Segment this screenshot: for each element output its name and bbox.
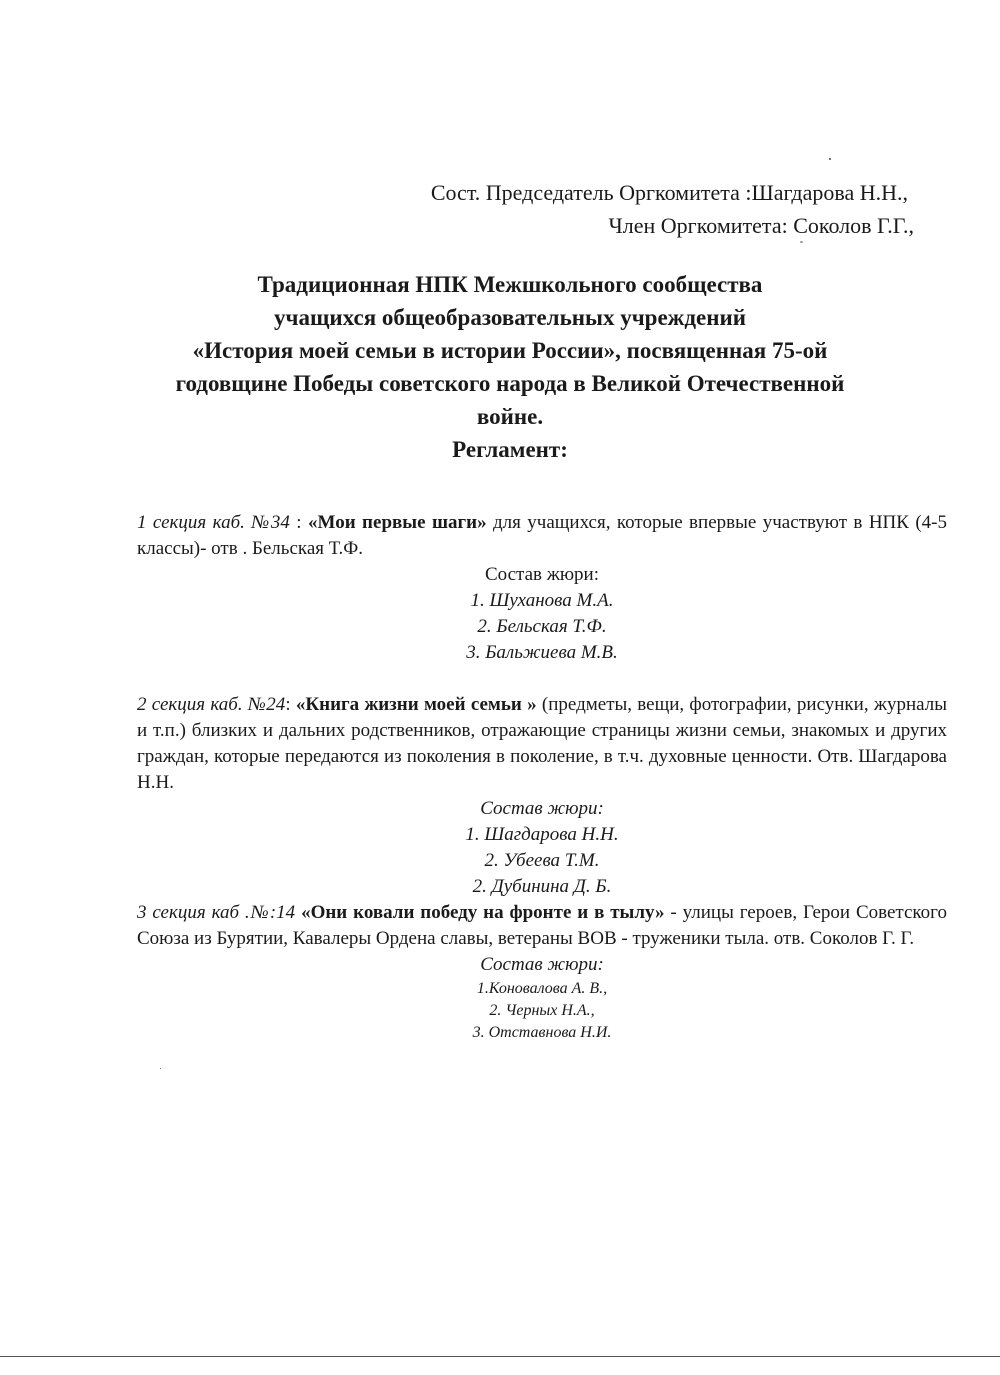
- section-1-description: для учащихся, которые впервые участвуют в НПК (4-5 классы)- отв . Бельская Т.Ф.: [137, 512, 947, 559]
- section-2-description: (предметы, вещи, фотографии, рисунки, журналы и т.п.) близких и дальних родственников, отражающие страницы жизни семьи, знакомых и других граждан, которые передаются из поколения в поколение, в т.ч. духовные ценности. Отв. Шагдарова Н.Н.: [137, 694, 947, 793]
- title-line-2: учащихся общеобразовательных учреждений: [274, 305, 746, 330]
- section-1-separator: :: [289, 512, 309, 533]
- section-1-name: «Мои первые шаги»: [308, 512, 487, 533]
- section-1-paragraph: [137, 510, 947, 562]
- section-1-label: 1 секция каб. №34: [137, 512, 290, 533]
- section-1-jury-member: 1. Шуханова М.А.: [470, 590, 614, 611]
- section-3: [137, 900, 947, 1044]
- scan-speck: [800, 241, 803, 243]
- section-3-jury-member: 3. Отставнова Н.И.: [472, 1024, 612, 1041]
- section-3-jury-member: 1.Коновалова А. В.,: [476, 980, 608, 997]
- title-line-5: войне.: [476, 404, 544, 429]
- section-1-jury-title: Состав жюри:: [484, 564, 600, 585]
- document-title: [120, 268, 900, 466]
- section-1-jury-member: 2. Бельская Т.Ф.: [477, 616, 607, 637]
- scan-speck: [829, 158, 831, 160]
- section-2-paragraph: [137, 692, 947, 796]
- section-2-jury-member: 2. Дубинина Д. Б.: [472, 876, 612, 897]
- section-3-jury-title: Состав жюри:: [480, 954, 604, 975]
- section-3-name: «Они ковали победу на фронте и в тылу»: [301, 902, 665, 923]
- sections-list: [137, 510, 947, 1044]
- compilers-block: [430, 176, 914, 242]
- section-2-separator: :: [285, 694, 296, 715]
- section-2-jury-member: 1. Шагдарова Н.Н.: [465, 824, 619, 845]
- scan-speck: [160, 1068, 161, 1069]
- title-line-1: Традиционная НПК Межшкольного сообщества: [257, 272, 763, 297]
- section-3-label: 3 секция каб .№:14: [137, 902, 296, 923]
- section-2-name: «Книга жизни моей семьи »: [295, 694, 537, 715]
- compiler-line-chair: Сост. Председатель Оргкомитета :Шагдарова Н.Н.,: [430, 180, 908, 205]
- scan-bottom-edge: [0, 1356, 1000, 1357]
- section-3-jury-member: 2. Черных Н.А.,: [489, 1002, 595, 1019]
- section-3-paragraph: [137, 900, 947, 952]
- title-line-4: годовщине Победы советского народа в Великой Отечественной: [175, 371, 845, 396]
- compiler-line-member: Член Оргкомитета: Соколов Г.Г.,: [608, 213, 914, 238]
- section-2-jury-member: 2. Убеева Т.М.: [484, 850, 600, 871]
- section-1: [137, 510, 947, 666]
- title-reglament: Регламент:: [452, 437, 568, 462]
- section-1-jury-member: 3. Бальжиева М.В.: [466, 642, 618, 663]
- section-2: [137, 692, 947, 900]
- title-line-3: «История моей семьи в истории России», посвященная 75-ой: [192, 338, 828, 363]
- section-2-label: 2 секция каб. №24: [137, 694, 286, 715]
- section-2-jury-title: Состав жюри:: [480, 798, 604, 819]
- section-3-description: - улицы героев, Герои Советского Союза из Бурятии, Кавалеры Ордена славы, ветераны ВОВ - труженики тыла. отв. Соколов Г. Г.: [137, 902, 947, 949]
